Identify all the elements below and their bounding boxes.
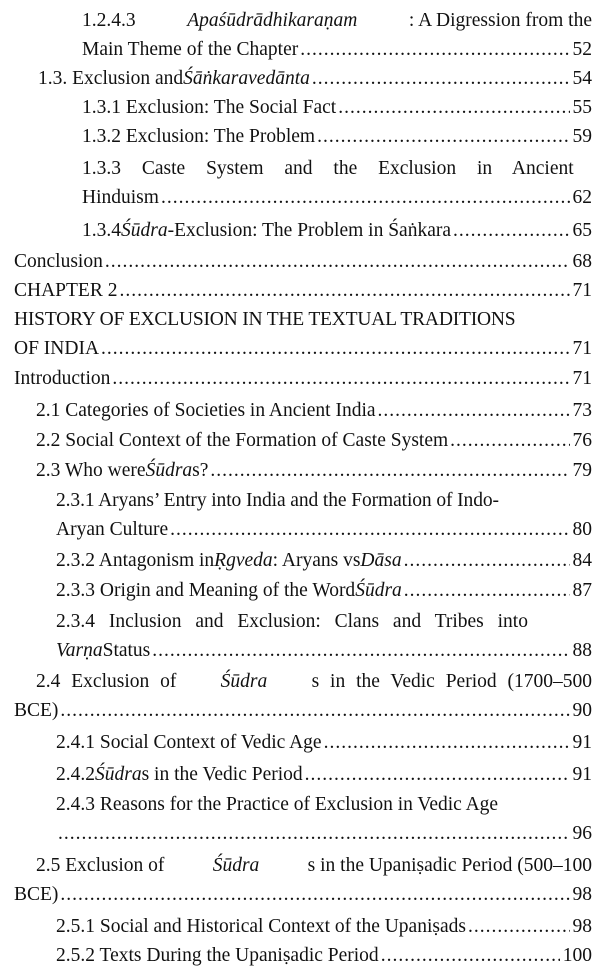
toc-entry-line bbox=[36, 667, 592, 696]
toc-entry-text: 1.3.4 bbox=[82, 220, 121, 241]
toc-entry-line bbox=[82, 183, 592, 212]
toc-page-number: 59 bbox=[572, 126, 592, 147]
toc-entry-text: 1.3. Exclusion and bbox=[38, 68, 184, 89]
leader-dots bbox=[58, 819, 570, 848]
toc-entry-line bbox=[36, 396, 592, 425]
toc-entry[interactable] bbox=[56, 728, 592, 757]
toc-entry-line bbox=[14, 276, 592, 305]
toc-entry-text: 2.3.4 Inclusion and Exclusion: Clans and Tribes into bbox=[56, 611, 528, 632]
toc-entry-line bbox=[82, 6, 592, 35]
toc-entry-text: Introduction bbox=[14, 368, 111, 389]
toc-entry-italic-text: Ṛgveda bbox=[214, 550, 273, 571]
toc-page-number: 76 bbox=[572, 430, 592, 451]
leader-dots bbox=[317, 122, 569, 151]
toc-entry-text: 2.4 Exclusion of bbox=[36, 671, 177, 692]
toc-page-number: 71 bbox=[572, 280, 592, 301]
toc-entry-line bbox=[56, 607, 592, 636]
toc-entry-line bbox=[56, 576, 592, 605]
toc-page-number: 100 bbox=[562, 945, 592, 966]
toc-entry[interactable] bbox=[56, 546, 592, 575]
toc-entry-text: Status bbox=[102, 640, 151, 661]
toc-page-number: 71 bbox=[572, 338, 592, 359]
toc-entry-line bbox=[56, 515, 592, 544]
leader-dots bbox=[305, 760, 570, 789]
toc-page-number: 98 bbox=[572, 916, 592, 937]
toc-page-number: 91 bbox=[572, 764, 592, 785]
toc-entry-line bbox=[38, 64, 592, 93]
toc-page-number: 88 bbox=[572, 640, 592, 661]
toc-entry[interactable] bbox=[38, 64, 592, 93]
leader-dots bbox=[152, 636, 569, 665]
toc-entry-text: s in the Vedic Period bbox=[141, 764, 303, 785]
toc-entry-text: -Exclusion: The Problem in Śaṅkara bbox=[167, 220, 452, 241]
toc-page-number: 54 bbox=[572, 68, 592, 89]
toc-entry-text: s? bbox=[192, 460, 209, 481]
toc-entry[interactable] bbox=[36, 426, 592, 455]
toc-entry-line bbox=[56, 790, 592, 819]
leader-dots bbox=[378, 396, 570, 425]
toc-entry[interactable] bbox=[14, 667, 592, 725]
toc-entry-text: s in the Vedic Period (1700–500 bbox=[311, 671, 592, 692]
toc-entry-line bbox=[56, 819, 592, 848]
toc-entry-line bbox=[14, 364, 592, 393]
toc-entry-italic-text: Śūdra bbox=[220, 671, 268, 692]
leader-dots bbox=[101, 334, 569, 363]
toc-entry-line bbox=[82, 216, 592, 245]
toc-entry-text: 2.5.2 Texts During the Upaniṣadic Period bbox=[56, 945, 379, 966]
toc-entry[interactable] bbox=[56, 760, 592, 789]
toc-entry[interactable] bbox=[14, 364, 592, 393]
toc-entry[interactable] bbox=[82, 154, 592, 212]
toc-page-number: 87 bbox=[572, 580, 592, 601]
toc-entry-line bbox=[56, 728, 592, 757]
toc-page-number: 68 bbox=[572, 251, 592, 272]
toc-entry-line bbox=[14, 247, 592, 276]
toc-page-number: 65 bbox=[572, 220, 592, 241]
toc-entry-line bbox=[56, 546, 592, 575]
toc-entry-text: Aryan Culture bbox=[56, 519, 169, 540]
toc-entry-italic-text: Varṇa bbox=[56, 640, 103, 661]
toc-entry-text: Hinduism bbox=[82, 187, 159, 208]
toc-entry[interactable] bbox=[56, 486, 592, 544]
leader-dots bbox=[210, 456, 569, 485]
toc-entry[interactable] bbox=[56, 576, 592, 605]
toc-entry-line bbox=[56, 486, 592, 515]
leader-dots bbox=[300, 35, 569, 64]
leader-dots bbox=[312, 64, 570, 93]
toc-entry-text: 1.3.3 Caste System and the Exclusion in Ancient bbox=[82, 158, 574, 179]
toc-entry-text: : A Digression from the bbox=[408, 10, 592, 31]
toc-entry-italic-text: Śūdra bbox=[95, 764, 142, 785]
toc-entry[interactable] bbox=[36, 396, 592, 425]
toc-entry[interactable] bbox=[82, 216, 592, 245]
toc-page-number: 55 bbox=[572, 97, 592, 118]
toc-entry-italic-text: Śūdra bbox=[212, 855, 260, 876]
toc-entry-text: 2.3.3 Origin and Meaning of the Word bbox=[56, 580, 356, 601]
leader-dots bbox=[324, 728, 570, 757]
leader-dots bbox=[105, 247, 570, 276]
toc-entry-line bbox=[14, 334, 592, 363]
toc-entry-text: 2.3.1 Aryans’ Entry into India and the Formation of Indo- bbox=[56, 490, 499, 511]
toc-entry-line bbox=[36, 426, 592, 455]
toc-entry-italic-text: Śūdra bbox=[145, 460, 193, 481]
toc-entry-line bbox=[14, 880, 592, 909]
toc-page-number: 84 bbox=[572, 550, 592, 571]
toc-entry-line bbox=[14, 696, 592, 725]
toc-entry-text: 1.3.1 Exclusion: The Social Fact bbox=[82, 97, 337, 118]
toc-entry-text: 2.2 Social Context of the Formation of Caste System bbox=[36, 430, 449, 451]
toc-entry[interactable] bbox=[14, 305, 592, 363]
leader-dots bbox=[112, 364, 569, 393]
toc-entry-text: 1.2.4.3 bbox=[82, 10, 136, 31]
toc-page-number: 71 bbox=[572, 368, 592, 389]
toc-page-number: 79 bbox=[572, 460, 592, 481]
toc-entry[interactable] bbox=[14, 247, 592, 276]
toc-entry[interactable] bbox=[82, 6, 592, 64]
leader-dots bbox=[170, 515, 569, 544]
leader-dots bbox=[453, 216, 569, 245]
toc-entry-italic-text: Śūdra bbox=[121, 220, 168, 241]
toc-page-number: 62 bbox=[572, 187, 592, 208]
toc-entry[interactable] bbox=[82, 93, 592, 122]
toc-entry-italic-text: Apaśūdrādhikaraṇam bbox=[187, 10, 358, 31]
toc-entry-text: BCE) bbox=[14, 700, 59, 721]
leader-dots bbox=[404, 546, 570, 575]
toc-entry[interactable] bbox=[36, 456, 592, 485]
toc-entry-line bbox=[56, 912, 592, 941]
toc-entry-line bbox=[56, 941, 592, 970]
toc-entry-italic-text: Śūdra bbox=[355, 580, 402, 601]
leader-dots bbox=[381, 941, 560, 970]
leader-dots bbox=[450, 426, 569, 455]
leader-dots bbox=[60, 696, 569, 725]
toc-page-number: 73 bbox=[572, 400, 592, 421]
toc-entry-line bbox=[36, 851, 592, 880]
toc-entry-text: Conclusion bbox=[14, 251, 103, 272]
toc-entry-line bbox=[14, 305, 592, 334]
toc-entry-line bbox=[82, 154, 592, 183]
toc-page-number: 90 bbox=[572, 700, 592, 721]
toc-entry[interactable] bbox=[56, 790, 592, 848]
toc-entry-line bbox=[82, 122, 592, 151]
toc-entry-line bbox=[56, 760, 592, 789]
toc-entry[interactable] bbox=[56, 912, 592, 941]
toc-entry[interactable] bbox=[56, 941, 592, 970]
leader-dots bbox=[404, 576, 570, 605]
toc-entry-text: : Aryans vs bbox=[272, 550, 361, 571]
toc-page-number: 80 bbox=[572, 519, 592, 540]
leader-dots bbox=[468, 912, 570, 941]
toc-entry[interactable] bbox=[14, 276, 592, 305]
leader-dots bbox=[60, 880, 569, 909]
toc-entry-text: 2.3.2 Antagonism in bbox=[56, 550, 215, 571]
toc-entry[interactable] bbox=[82, 122, 592, 151]
toc-entry-text: 2.5 Exclusion of bbox=[36, 855, 165, 876]
toc-entry-text: OF INDIA bbox=[14, 338, 100, 359]
toc-entry-text: HISTORY OF EXCLUSION IN THE TEXTUAL TRADITIONS bbox=[14, 309, 516, 330]
toc-entry-text: 2.4.2 bbox=[56, 764, 95, 785]
toc-entry-text: BCE) bbox=[14, 884, 59, 905]
toc-page-number: 91 bbox=[572, 732, 592, 753]
toc-entry-text: Main Theme of the Chapter bbox=[82, 39, 299, 60]
leader-dots bbox=[119, 276, 569, 305]
toc-entry-text: 2.3 Who were bbox=[36, 460, 146, 481]
toc-entry-text: 2.5.1 Social and Historical Context of the Upaniṣads bbox=[56, 916, 466, 937]
leader-dots bbox=[161, 183, 570, 212]
toc-entry-text: 2.1 Categories of Societies in Ancient India bbox=[36, 400, 376, 421]
toc-entry-line bbox=[36, 456, 592, 485]
toc-entry-text: 2.4.3 Reasons for the Practice of Exclusion in Vedic Age bbox=[56, 794, 499, 815]
toc-entry-line bbox=[82, 35, 592, 64]
toc-entry-text: CHAPTER 2 bbox=[14, 280, 118, 301]
toc-entry-text: 2.4.1 Social Context of Vedic Age bbox=[56, 732, 322, 753]
toc-entry-italic-text: Śāṅkaravedānta bbox=[183, 68, 310, 89]
toc-entry-text: 1.3.2 Exclusion: The Problem bbox=[82, 126, 316, 147]
toc-entry[interactable] bbox=[14, 851, 592, 909]
toc-entry[interactable] bbox=[56, 607, 592, 665]
toc-page-number: 96 bbox=[572, 823, 592, 844]
toc-page-number: 52 bbox=[572, 39, 592, 60]
toc-entry-text: s in the Upaniṣadic Period (500–100 bbox=[307, 855, 592, 876]
toc-entry-line bbox=[56, 636, 592, 665]
leader-dots bbox=[338, 93, 569, 122]
toc-entry-line bbox=[82, 93, 592, 122]
toc-entry-italic-text: Dāsa bbox=[360, 550, 402, 571]
toc-page-number: 98 bbox=[572, 884, 592, 905]
